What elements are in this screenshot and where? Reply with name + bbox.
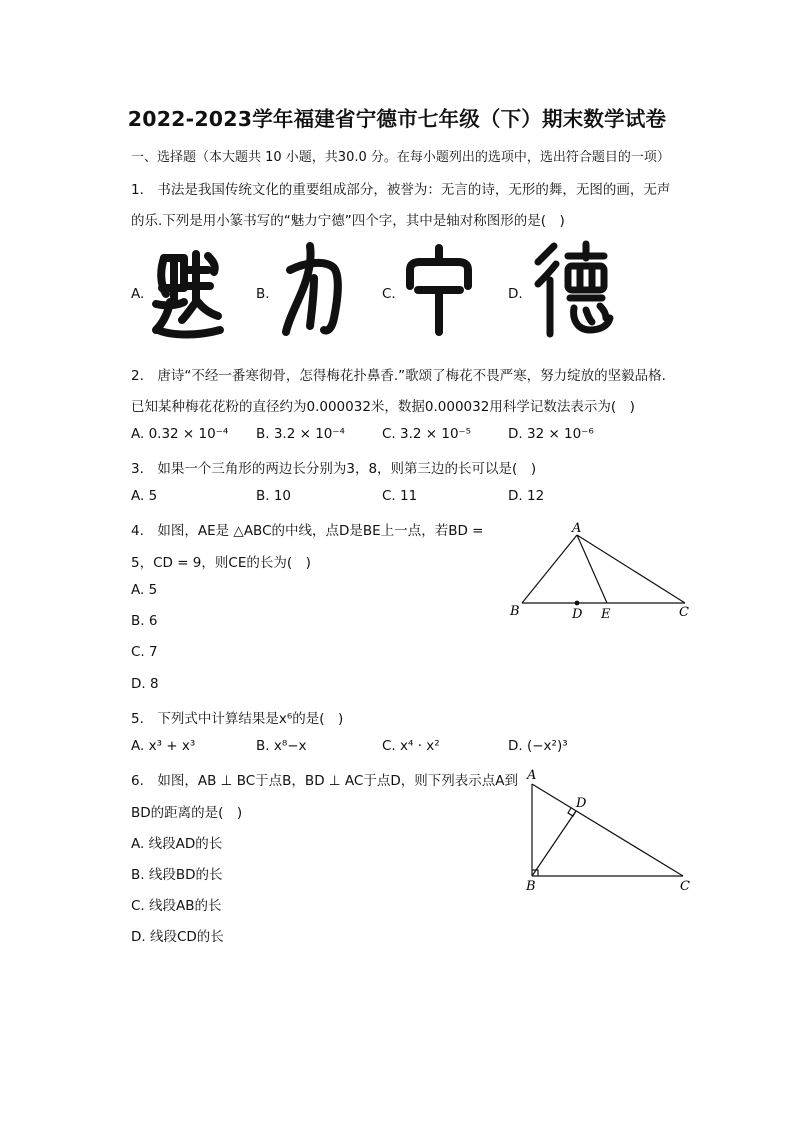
q5-line1: 5. 下列式中计算结果是x⁶的是( ) xyxy=(131,711,344,727)
q3-option-d: D. 12 xyxy=(508,488,545,504)
q1-option-c: C. xyxy=(382,286,396,302)
q5-option-a: A. x³ + x³ xyxy=(131,738,196,754)
q6-label-b: B xyxy=(526,879,536,894)
seal-glyph-li xyxy=(280,240,346,340)
q4-label-d: D xyxy=(572,607,583,622)
q4-side-ac xyxy=(577,535,685,603)
q1-line1: 1. 书法是我国传统文化的重要组成部分，被誉为：无言的诗，无形的舞，无图的画，无声 xyxy=(131,182,671,198)
q6-line2: BD的距离的是( ) xyxy=(131,805,243,821)
q6-option-d: D. 线段CD的长 xyxy=(131,929,224,945)
q2-option-a: A. 0.32 × 10⁻⁴ xyxy=(131,426,229,442)
q4-option-b: B. 6 xyxy=(131,613,158,629)
q6-option-b: B. 线段BD的长 xyxy=(131,867,223,883)
q5-option-b: B. x⁸−x xyxy=(256,738,307,754)
q6-altitude-bd xyxy=(532,811,576,876)
q3-option-a: A. 5 xyxy=(131,488,158,504)
q6-option-c: C. 线段AB的长 xyxy=(131,898,222,914)
q5-option-c: C. x⁴ · x² xyxy=(382,738,440,754)
q4-point-d xyxy=(575,601,580,606)
q4-triangle-figure xyxy=(505,518,695,624)
seal-glyph-de xyxy=(534,240,614,340)
seal-glyph-mei xyxy=(150,244,226,340)
q3-option-b: B. 10 xyxy=(256,488,292,504)
q6-right-triangle-figure xyxy=(520,764,700,896)
q3-line1: 3. 如果一个三角形的两边长分别为3，8，则第三边的长可以是( ) xyxy=(131,461,537,477)
q4-option-c: C. 7 xyxy=(131,644,158,660)
q4-option-d: D. 8 xyxy=(131,676,159,692)
q1-option-b: B. xyxy=(256,286,270,302)
q1-line2: 的乐.下列是用小篆书写的“魅力宁德”四个字，其中是轴对称图形的是( ) xyxy=(131,213,565,229)
q4-label-e: E xyxy=(601,607,611,622)
q4-side-ab xyxy=(522,535,577,603)
q6-line1: 6. 如图，AB ⊥ BC于点B，BD ⊥ AC于点D，则下列表示点A到 xyxy=(131,773,518,789)
q3-option-c: C. 11 xyxy=(382,488,418,504)
q5-option-d: D. (−x²)³ xyxy=(508,738,568,754)
q6-side-ac xyxy=(532,784,683,876)
q6-label-a: A xyxy=(527,768,537,783)
q2-line1: 2. 唐诗“不经一番寒彻骨，怎得梅花扑鼻香.”歌颂了梅花不畏严寒，努力绽放的坚毅品格. xyxy=(131,368,666,384)
q2-option-d: D. 32 × 10⁻⁶ xyxy=(508,426,594,442)
exam-title: 2022-2023学年福建省宁德市七年级（下）期末数学试卷 xyxy=(127,107,667,131)
q4-option-a: A. 5 xyxy=(131,582,158,598)
q4-label-b: B xyxy=(510,604,520,619)
q4-label-a: A xyxy=(572,521,582,536)
q4-median-ae xyxy=(577,535,607,603)
section-heading: 一、选择题（本大题共 10 小题，共30.0 分。在每小题列出的选项中，选出符合题目的一项） xyxy=(131,150,670,165)
q4-line2: 5，CD = 9，则CE的长为( ) xyxy=(131,555,311,571)
q2-option-b: B. 3.2 × 10⁻⁴ xyxy=(256,426,345,442)
q6-label-c: C xyxy=(680,879,690,894)
q4-label-c: C xyxy=(679,605,689,620)
q6-option-a: A. 线段AD的长 xyxy=(131,836,223,852)
q2-line2: 已知某种梅花花粉的直径约为0.000032米，数据0.000032用科学记数法表示为( ) xyxy=(131,399,635,415)
q2-option-c: C. 3.2 × 10⁻⁵ xyxy=(382,426,472,442)
q6-label-d: D xyxy=(576,796,587,811)
q1-option-a: A. xyxy=(131,286,145,302)
q1-option-d: D. xyxy=(508,286,523,302)
q6-right-angle-d xyxy=(568,808,576,816)
q4-line1: 4. 如图，AE是 △ABC的中线，点D是BE上一点，若BD = xyxy=(131,523,484,539)
seal-glyph-ning xyxy=(404,244,474,338)
